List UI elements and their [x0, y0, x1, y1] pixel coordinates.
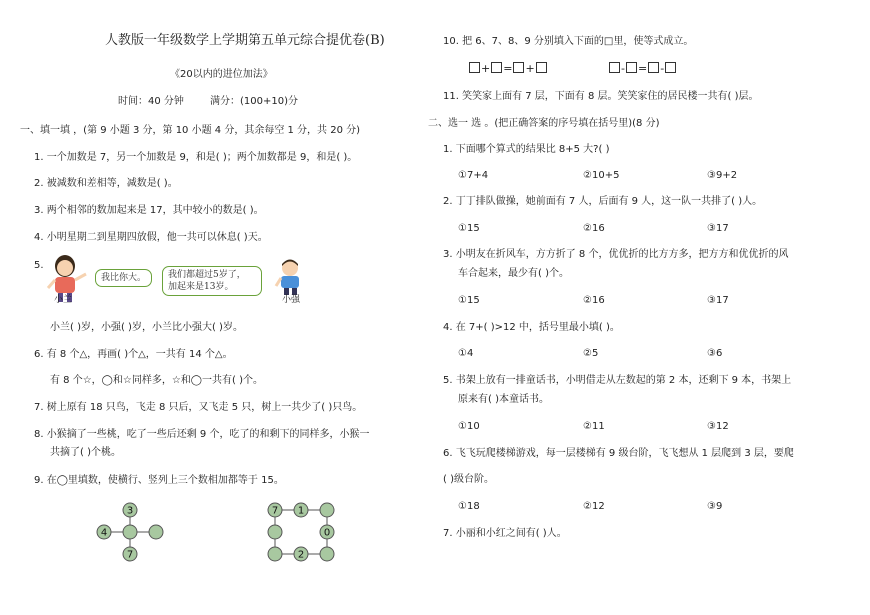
boy-speech-line-1: 我们都超过5岁了，: [168, 270, 246, 280]
boy-name-label: 小强: [282, 295, 301, 305]
plus-sign: +: [481, 62, 491, 75]
s1-question-4: 4. 小明星期二到星期四放假，他一共可以休息( )天。: [34, 232, 268, 243]
s1-question-9: 9. 在◯里填数，使横行、竖列上三个数相加都等于 15。: [34, 475, 284, 486]
answer-box[interactable]: [536, 62, 547, 73]
s2-question-6-line-2: ( )级台阶。: [443, 474, 494, 485]
cross-circle-diagram: [90, 500, 170, 564]
s2-question-1: 1. 下面哪个算式的结果比 8+5 大?( ): [443, 144, 610, 155]
s1-question-5-answer-line: 小兰( )岁，小强( )岁，小兰比小强大( )岁。: [50, 322, 243, 333]
s2-q6-option-c[interactable]: ③9: [707, 501, 723, 512]
s2-q1-option-c[interactable]: ③9+2: [707, 170, 738, 181]
q10-addition-equation: [468, 62, 548, 75]
s2-q1-option-a[interactable]: ①7+4: [458, 170, 489, 181]
square-mid-right-value: 0: [323, 527, 331, 539]
s2-q2-option-c[interactable]: ③17: [707, 223, 729, 234]
cross-top-value: 3: [126, 505, 134, 517]
square-top-left-value: 7: [271, 505, 279, 517]
s2-q2-option-b[interactable]: ②16: [583, 223, 605, 234]
s1-question-3: 3. 两个相邻的数加起来是 17，其中较小的数是( )。: [34, 205, 264, 216]
plus-sign: +: [525, 62, 535, 75]
exam-time: 时间：40 分钟: [118, 96, 184, 107]
square-circle-bottom-left: [268, 547, 282, 561]
s2-question-5-line-2: 原来有( )本童话书。: [458, 394, 549, 405]
square-circle-diagram: [262, 500, 342, 564]
s2-q4-option-a[interactable]: ①4: [458, 348, 474, 359]
equals-sign: =: [503, 62, 513, 75]
answer-box[interactable]: [609, 62, 620, 73]
s2-q4-option-c[interactable]: ③6: [707, 348, 723, 359]
answer-box[interactable]: [626, 62, 637, 73]
s1-question-6-line-2: 有 8 个☆，◯和☆同样多，☆和◯一共有( )个。: [50, 375, 263, 386]
s2-question-3-line-2: 车合起来，最少有( )个。: [458, 268, 569, 279]
girl-name-label: 小兰: [54, 295, 73, 305]
cross-bottom-value: 7: [126, 549, 134, 561]
square-bottom-mid-value: 2: [297, 549, 305, 561]
minus-sign: -: [621, 62, 625, 75]
s2-q6-option-a[interactable]: ①18: [458, 501, 480, 512]
s1-question-8-line-1: 8. 小猴摘了一些桃，吃了一些后还剩 9 个，吃了的和剩下的同样多，小猴一: [34, 429, 370, 440]
square-top-mid-value: 1: [297, 505, 305, 517]
s2-question-2: 2. 丁丁排队做操，她前面有 7 人，后面有 9 人，这一队一共排了( )人。: [443, 196, 763, 207]
square-circle-top-right: [320, 503, 334, 517]
section1-heading: 一、填一填 ，(第 9 小题 3 分，第 10 小题 4 分，其余每空 1 分，共 20 分): [20, 125, 361, 136]
square-circle-bottom-right: [320, 547, 334, 561]
cross-circle-center: [123, 525, 137, 539]
s2-question-6-line-1: 6. 飞飞玩爬楼梯游戏，每一层楼梯有 9 级台阶，飞飞想从 1 层爬到 3 层，要爬: [443, 448, 794, 459]
cross-left-value: 4: [100, 527, 108, 539]
s2-q4-option-b[interactable]: ②5: [583, 348, 599, 359]
section2-heading: 二、选一 选 。(把正确答案的序号填在括号里)(8 分): [428, 118, 660, 129]
s2-question-5-line-1: 5. 书架上放有一排童话书，小明借走从左数起的第 2 本，还剩下 9 本，书架上: [443, 375, 792, 386]
cross-circle-right: [149, 525, 163, 539]
q10-subtraction-equation: [608, 62, 677, 75]
q11-text: 11. 笑笑家上面有 7 层，下面有 8 层。笑笑家住的居民楼一共有( )层。: [443, 91, 759, 102]
boy-speech-line-2: 加起来是13岁。: [168, 282, 234, 292]
minus-sign: -: [660, 62, 665, 75]
s1-question-6-line-1: 6. 有 8 个△，再画( )个△，一共有 14 个△。: [34, 349, 233, 360]
s2-q1-option-b[interactable]: ②10+5: [583, 170, 620, 181]
page-title: 人教版一年级数学上学期第五单元综合提优卷(B): [105, 33, 385, 48]
s2-q3-option-b[interactable]: ②16: [583, 295, 605, 306]
s1-question-1: 1. 一个加数是 7，另一个加数是 9，和是( )；两个加数都是 9，和是( )。: [34, 152, 358, 163]
s2-q3-option-c[interactable]: ③17: [707, 295, 729, 306]
s2-q5-option-a[interactable]: ①10: [458, 421, 480, 432]
boy-illustration: [272, 256, 312, 296]
s2-question-3-line-1: 3. 小明友在折风车，方方折了 8 个，优优折的比方方多，把方方和优优折的风: [443, 249, 789, 260]
answer-box[interactable]: [469, 62, 480, 73]
s2-q2-option-a[interactable]: ①15: [458, 223, 480, 234]
answer-box[interactable]: [648, 62, 659, 73]
exam-score: 满分：(100+10)分: [210, 96, 298, 107]
s1-question-8-line-2: 共摘了( )个桃。: [50, 447, 121, 458]
answer-box[interactable]: [513, 62, 524, 73]
s2-question-7: 7. 小丽和小红之间有( )人。: [443, 528, 567, 539]
unit-subtitle: 《20以内的进位加法》: [170, 69, 273, 80]
answer-box[interactable]: [491, 62, 502, 73]
s1-question-2: 2. 被减数和差相等，减数是( )。: [34, 178, 178, 189]
s2-q6-option-b[interactable]: ②12: [583, 501, 605, 512]
boy-speech-bubble: [162, 266, 262, 296]
s2-question-4: 4. 在 7+( )>12 中，括号里最小填( )。: [443, 322, 620, 333]
girl-speech-bubble: 我比你大。: [95, 269, 152, 287]
s1-question-5-number: 5.: [34, 260, 44, 271]
answer-box[interactable]: [665, 62, 676, 73]
s2-q5-option-c[interactable]: ③12: [707, 421, 729, 432]
square-circle-mid-left: [268, 525, 282, 539]
s2-q3-option-a[interactable]: ①15: [458, 295, 480, 306]
q10-text: 10. 把 6、7、8、9 分别填入下面的□里，使等式成立。: [443, 36, 694, 47]
s2-q5-option-b[interactable]: ②11: [583, 421, 605, 432]
equals-sign: =: [637, 62, 648, 75]
s1-question-7: 7. 树上原有 18 只鸟，飞走 8 只后，又飞走 5 只，树上一共少了( )只鸟。: [34, 402, 363, 413]
